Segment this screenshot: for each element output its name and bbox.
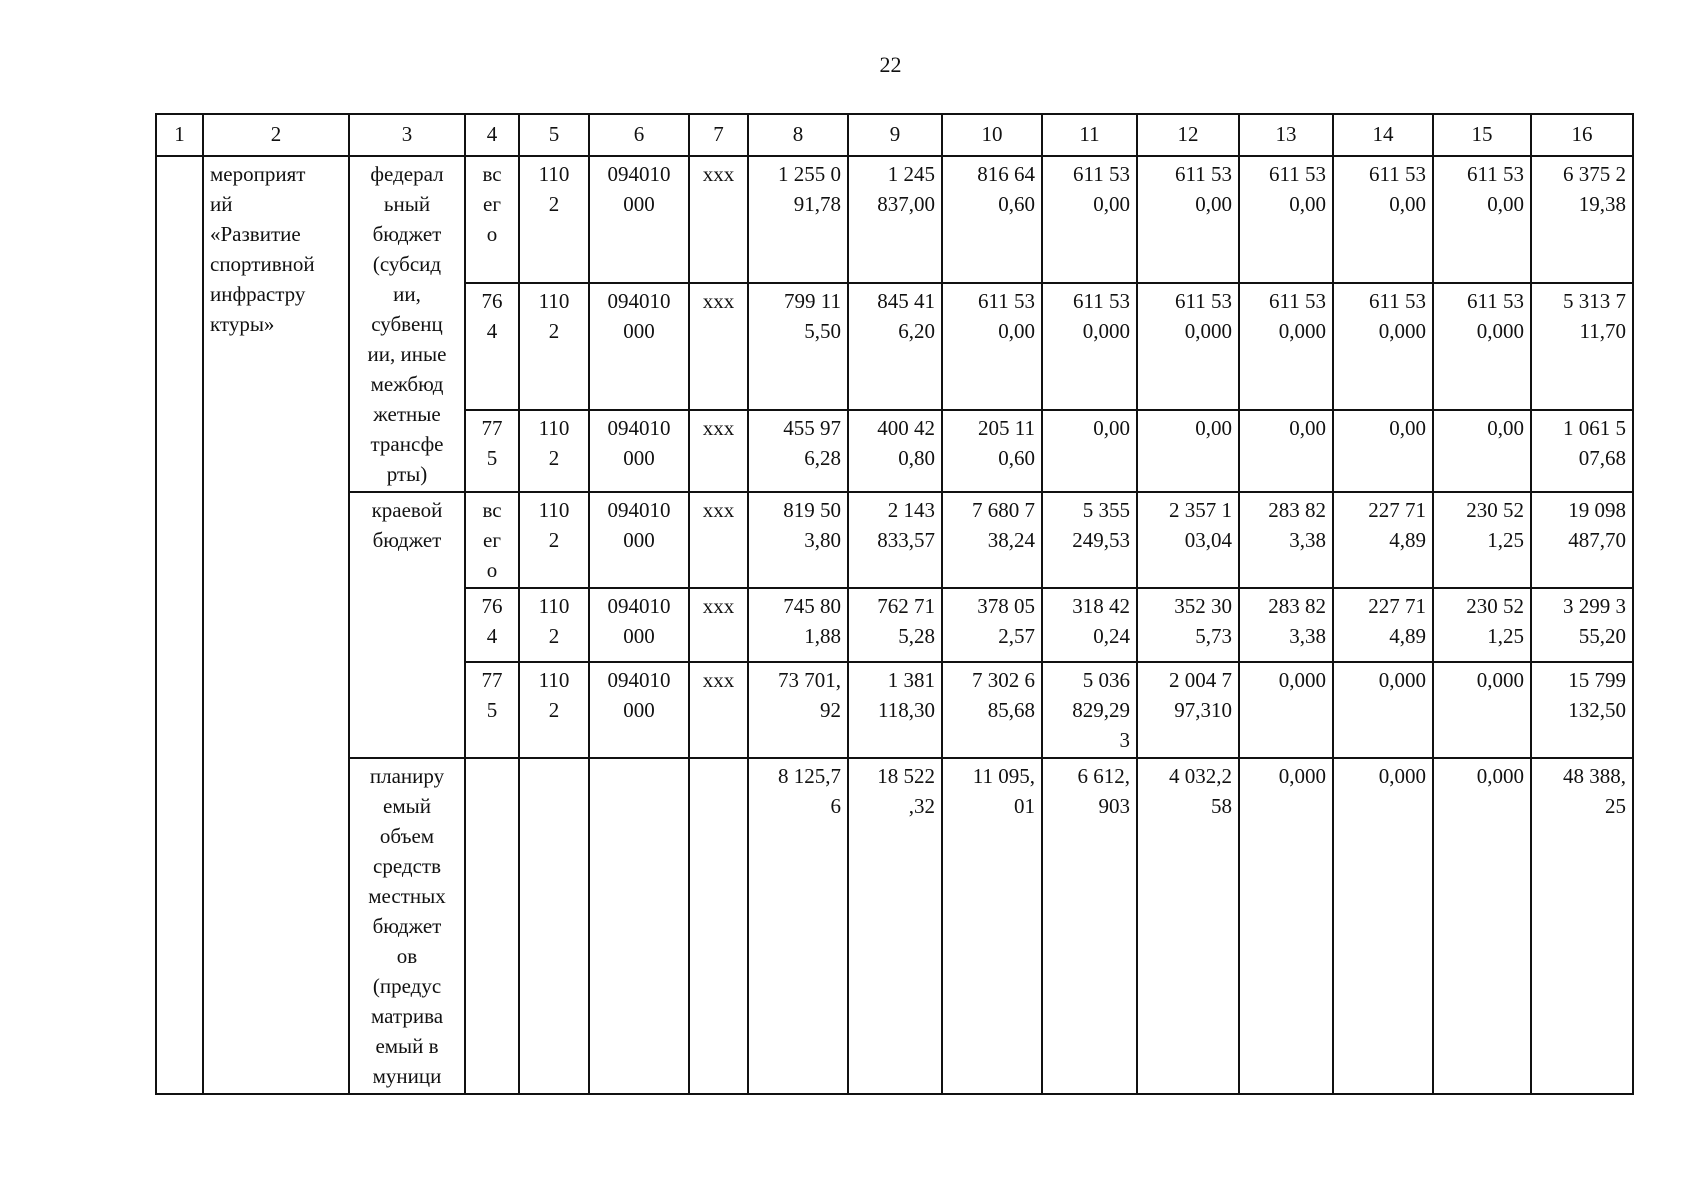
value-cell: 378 05 2,57 bbox=[942, 588, 1042, 662]
value-cell: 6 612, 903 bbox=[1042, 758, 1137, 1094]
value-cell: 2 004 7 97,310 bbox=[1137, 662, 1239, 758]
value-cell: 7 302 6 85,68 bbox=[942, 662, 1042, 758]
expense-type-cell bbox=[689, 758, 748, 1094]
funding-source-regional: краевой бюджет bbox=[349, 492, 465, 758]
header-cell: 10 bbox=[942, 114, 1042, 156]
value-cell: 11 095, 01 bbox=[942, 758, 1042, 1094]
value-cell: 48 388, 25 bbox=[1531, 758, 1633, 1094]
header-cell: 12 bbox=[1137, 114, 1239, 156]
expense-type-cell: ххх bbox=[689, 156, 748, 283]
target-code-cell: 094010 000 bbox=[589, 410, 689, 492]
header-cell: 4 bbox=[465, 114, 519, 156]
expense-type-cell: ххх bbox=[689, 492, 748, 588]
budget-table bbox=[155, 113, 1634, 1095]
value-cell: 230 52 1,25 bbox=[1433, 588, 1531, 662]
value-cell: 799 11 5,50 bbox=[748, 283, 848, 410]
value-cell: 7 680 7 38,24 bbox=[942, 492, 1042, 588]
expense-type-cell: ххх bbox=[689, 662, 748, 758]
header-cell: 2 bbox=[203, 114, 349, 156]
header-row bbox=[156, 114, 1633, 156]
value-cell: 2 143 833,57 bbox=[848, 492, 942, 588]
value-cell: 611 53 0,000 bbox=[1239, 283, 1333, 410]
value-cell: 8 125,7 6 bbox=[748, 758, 848, 1094]
header-cell: 9 bbox=[848, 114, 942, 156]
section-code-cell: 110 2 bbox=[519, 588, 589, 662]
value-cell: 0,000 bbox=[1333, 662, 1433, 758]
target-code-cell: 094010 000 bbox=[589, 662, 689, 758]
section-code-cell: 110 2 bbox=[519, 662, 589, 758]
target-code-cell: 094010 000 bbox=[589, 156, 689, 283]
row-number-cell bbox=[156, 156, 203, 1094]
value-cell: 205 11 0,60 bbox=[942, 410, 1042, 492]
section-code-cell: 110 2 bbox=[519, 283, 589, 410]
code-cell: вс ег о bbox=[465, 492, 519, 588]
value-cell: 19 098 487,70 bbox=[1531, 492, 1633, 588]
code-cell: 76 4 bbox=[465, 283, 519, 410]
value-cell: 611 53 0,000 bbox=[1137, 283, 1239, 410]
section-code-cell: 110 2 bbox=[519, 156, 589, 283]
value-cell: 3 299 3 55,20 bbox=[1531, 588, 1633, 662]
value-cell: 1 061 5 07,68 bbox=[1531, 410, 1633, 492]
section-code-cell: 110 2 bbox=[519, 492, 589, 588]
value-cell: 0,00 bbox=[1433, 410, 1531, 492]
funding-source-local: планиру емый объем средств местных бюджет ов (предус матрива емый в муници bbox=[349, 758, 465, 1094]
code-cell: 76 4 bbox=[465, 588, 519, 662]
section-code-cell: 110 2 bbox=[519, 410, 589, 492]
value-cell: 352 30 5,73 bbox=[1137, 588, 1239, 662]
target-code-cell bbox=[589, 758, 689, 1094]
value-cell: 0,000 bbox=[1433, 758, 1531, 1094]
value-cell: 611 53 0,00 bbox=[1239, 156, 1333, 283]
value-cell: 611 53 0,00 bbox=[1137, 156, 1239, 283]
header-cell: 13 bbox=[1239, 114, 1333, 156]
table-row bbox=[156, 492, 1633, 588]
table-row bbox=[156, 156, 1633, 283]
expense-type-cell: ххх bbox=[689, 588, 748, 662]
code-cell: 77 5 bbox=[465, 410, 519, 492]
value-cell: 0,000 bbox=[1433, 662, 1531, 758]
value-cell: 5 355 249,53 bbox=[1042, 492, 1137, 588]
value-cell: 1 245 837,00 bbox=[848, 156, 942, 283]
value-cell: 227 71 4,89 bbox=[1333, 492, 1433, 588]
expense-type-cell: ххх bbox=[689, 410, 748, 492]
value-cell: 318 42 0,24 bbox=[1042, 588, 1137, 662]
value-cell: 227 71 4,89 bbox=[1333, 588, 1433, 662]
value-cell: 611 53 0,00 bbox=[942, 283, 1042, 410]
header-cell: 3 bbox=[349, 114, 465, 156]
value-cell: 0,000 bbox=[1239, 662, 1333, 758]
header-cell: 1 bbox=[156, 114, 203, 156]
code-cell: вс ег о bbox=[465, 156, 519, 283]
value-cell: 0,00 bbox=[1042, 410, 1137, 492]
funding-source-federal: федерал ьный бюджет (субсид ии, субвенц ии, иные межбюд жетные трансфе рты) bbox=[349, 156, 465, 492]
header-cell: 14 bbox=[1333, 114, 1433, 156]
value-cell: 819 50 3,80 bbox=[748, 492, 848, 588]
value-cell: 283 82 3,38 bbox=[1239, 588, 1333, 662]
value-cell: 5 313 7 11,70 bbox=[1531, 283, 1633, 410]
value-cell: 15 799 132,50 bbox=[1531, 662, 1633, 758]
header-cell: 8 bbox=[748, 114, 848, 156]
expense-type-cell: ххх bbox=[689, 283, 748, 410]
target-code-cell: 094010 000 bbox=[589, 492, 689, 588]
value-cell: 455 97 6,28 bbox=[748, 410, 848, 492]
value-cell: 1 255 0 91,78 bbox=[748, 156, 848, 283]
target-code-cell: 094010 000 bbox=[589, 588, 689, 662]
header-cell: 5 bbox=[519, 114, 589, 156]
value-cell: 0,000 bbox=[1333, 758, 1433, 1094]
value-cell: 283 82 3,38 bbox=[1239, 492, 1333, 588]
value-cell: 611 53 0,000 bbox=[1042, 283, 1137, 410]
value-cell: 18 522 ,32 bbox=[848, 758, 942, 1094]
header-cell: 15 bbox=[1433, 114, 1531, 156]
value-cell: 0,00 bbox=[1333, 410, 1433, 492]
value-cell: 230 52 1,25 bbox=[1433, 492, 1531, 588]
header-cell: 16 bbox=[1531, 114, 1633, 156]
value-cell: 0,00 bbox=[1239, 410, 1333, 492]
header-cell: 6 bbox=[589, 114, 689, 156]
header-cell: 7 bbox=[689, 114, 748, 156]
value-cell: 2 357 1 03,04 bbox=[1137, 492, 1239, 588]
value-cell: 611 53 0,000 bbox=[1433, 283, 1531, 410]
value-cell: 5 036 829,29 3 bbox=[1042, 662, 1137, 758]
value-cell: 0,000 bbox=[1239, 758, 1333, 1094]
value-cell: 611 53 0,00 bbox=[1333, 156, 1433, 283]
value-cell: 745 80 1,88 bbox=[748, 588, 848, 662]
value-cell: 4 032,2 58 bbox=[1137, 758, 1239, 1094]
value-cell: 73 701, 92 bbox=[748, 662, 848, 758]
header-cell: 11 bbox=[1042, 114, 1137, 156]
value-cell: 816 64 0,60 bbox=[942, 156, 1042, 283]
target-code-cell: 094010 000 bbox=[589, 283, 689, 410]
value-cell: 6 375 2 19,38 bbox=[1531, 156, 1633, 283]
code-cell bbox=[465, 758, 519, 1094]
value-cell: 0,00 bbox=[1137, 410, 1239, 492]
section-code-cell bbox=[519, 758, 589, 1094]
event-name-cell: мероприят ий «Развитие спортивной инфрастру ктуры» bbox=[203, 156, 349, 1094]
table-row bbox=[156, 758, 1633, 1094]
value-cell: 611 53 0,000 bbox=[1333, 283, 1433, 410]
code-cell: 77 5 bbox=[465, 662, 519, 758]
value-cell: 611 53 0,00 bbox=[1042, 156, 1137, 283]
value-cell: 845 41 6,20 bbox=[848, 283, 942, 410]
value-cell: 400 42 0,80 bbox=[848, 410, 942, 492]
value-cell: 762 71 5,28 bbox=[848, 588, 942, 662]
page-number: 22 bbox=[879, 52, 902, 77]
value-cell: 1 381 118,30 bbox=[848, 662, 942, 758]
value-cell: 611 53 0,00 bbox=[1433, 156, 1531, 283]
